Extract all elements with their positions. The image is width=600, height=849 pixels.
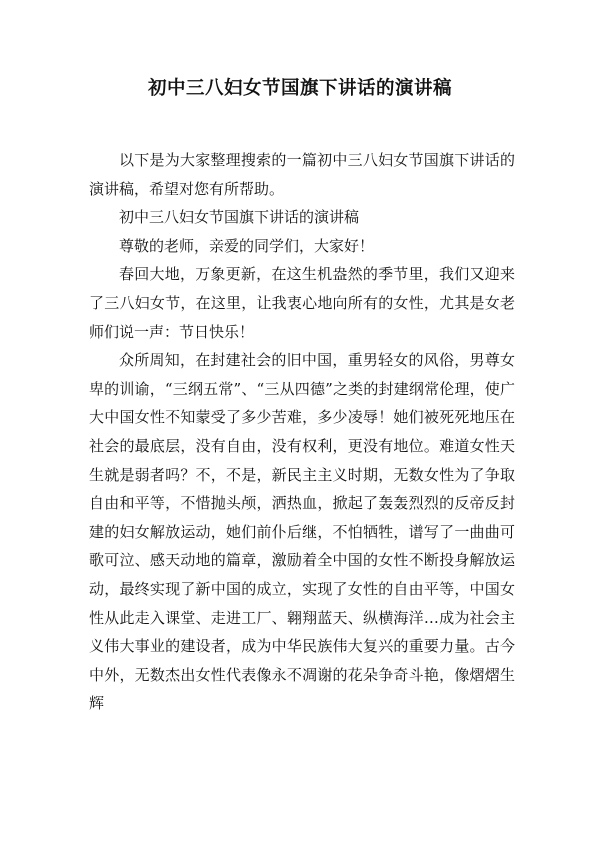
paragraph-spring: 春回大地，万象更新，在这生机盎然的季节里，我们又迎来了三八妇女节，在这里，让我衷心地向所有的女性，尤其是女老师们说一声：节日快乐！ xyxy=(89,265,515,341)
paragraph-subtitle: 初中三八妇女节国旗下讲话的演讲稿 xyxy=(119,208,360,227)
paragraph-history: 众所周知，在封建社会的旧中国，重男轻女的风俗，男尊女卑的训谕，“三纲五常”、“三从四德”之类的封建纲常伦理，使广大中国女性不知蒙受了多少苦难，多少凌辱！她们被死死地压在社会的最底层，没有自由，没有权利，更没有地位。难道女性天生就是弱者吗？不，不是，新民主主义时期，无数女性为了争取自由和平等，不惜抛头颅，洒热血，掀起了轰轰烈烈的反帝反封建的妇女解放运动，她们前仆后继，不怕牺牲，谱写了一曲曲可歌可泣、感天动地的篇章，激励着全中国的女性不断投身解放运动，最终实现了新中国的成立，实现了女性的自由平等，中国女性从此走入课堂、走进工厂、翱翔蓝天、纵横海洋…成为社会主义伟大事业的建设者，成为中华民族伟大复兴的重要力量。古今中外，无数杰出女性代表像永不凋谢的花朵争奇斗艳，像熠熠生辉 xyxy=(89,351,515,713)
paragraph-intro: 以下是为大家整理搜索的一篇初中三八妇女节国旗下讲话的演讲稿，希望对您有所帮助。 xyxy=(89,151,515,198)
paragraph-greeting: 尊敬的老师，亲爱的同学们，大家好！ xyxy=(119,236,375,255)
document-body xyxy=(89,146,515,718)
document-title: 初中三八妇女节国旗下讲话的演讲稿 xyxy=(147,78,452,99)
